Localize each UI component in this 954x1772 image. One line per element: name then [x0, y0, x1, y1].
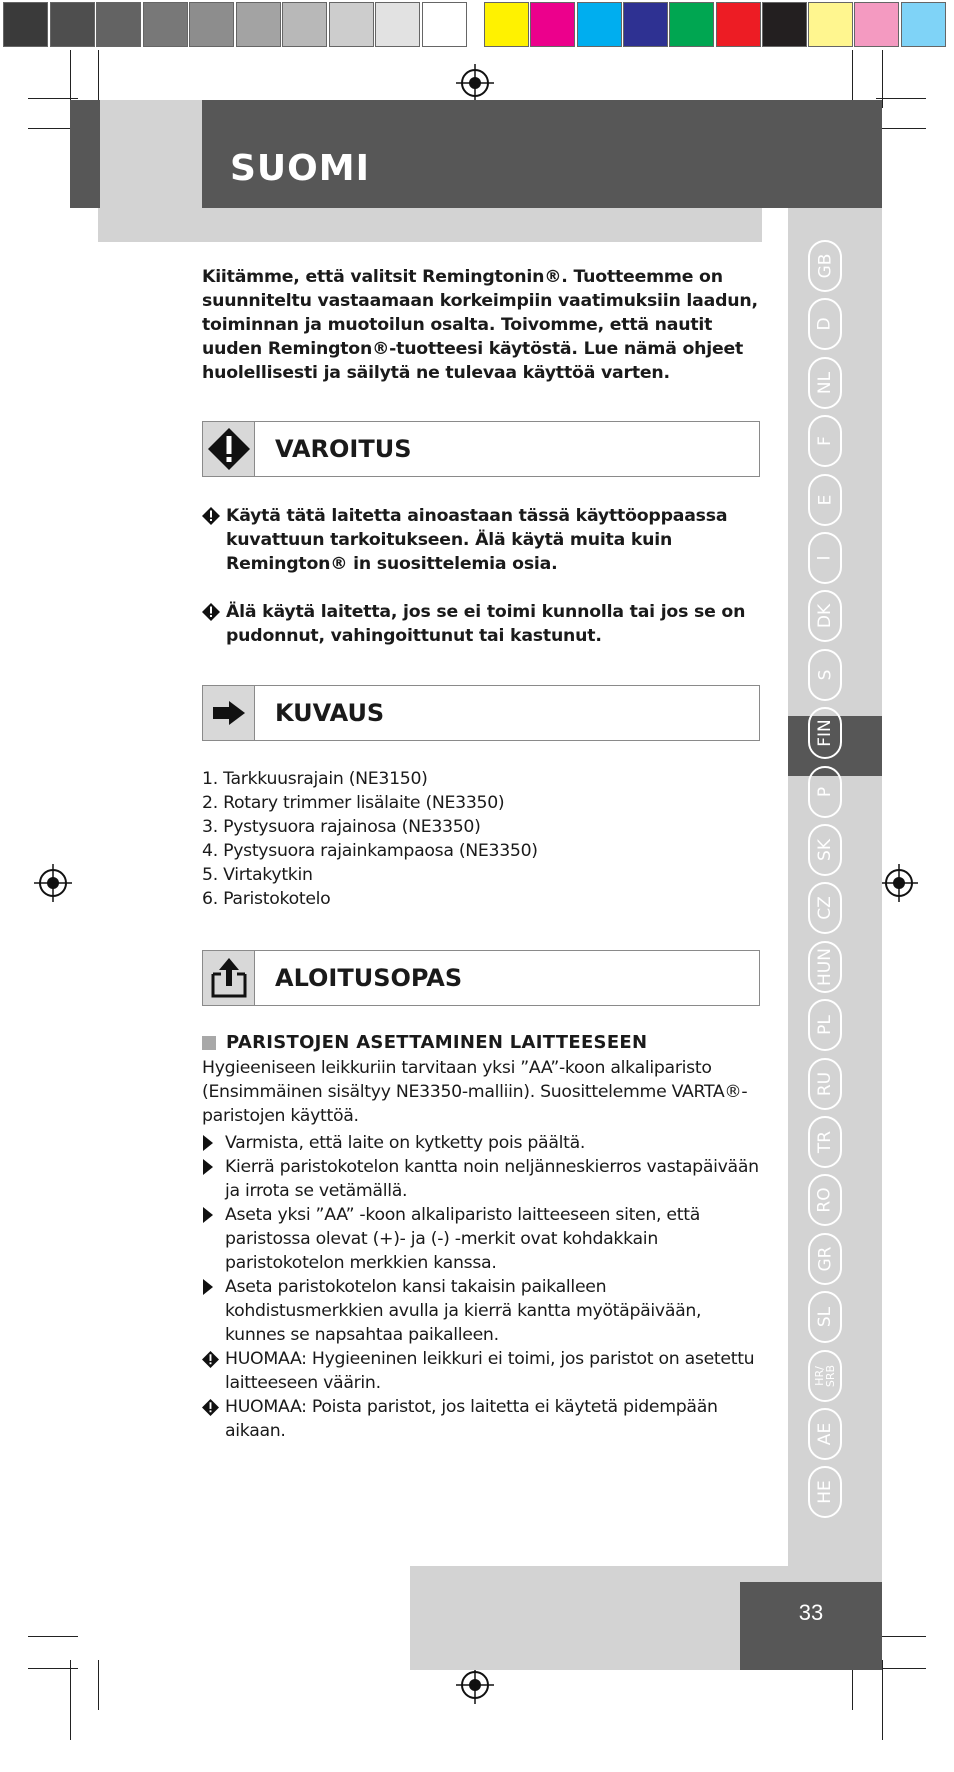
language-tab-label: RU — [814, 1071, 835, 1096]
box-arrow-up-icon — [203, 951, 255, 1005]
calibration-swatch — [530, 2, 575, 47]
language-tab-label: RO — [814, 1187, 835, 1213]
language-tab-gb[interactable] — [808, 240, 842, 292]
registration-mark-top — [456, 64, 494, 102]
calibration-swatch — [3, 2, 48, 47]
language-tab-sl[interactable] — [808, 1291, 842, 1343]
page-title: SUOMI — [230, 148, 370, 189]
calibration-swatch — [484, 2, 529, 47]
warning-diamond-icon — [202, 507, 220, 525]
language-tab-s[interactable] — [808, 649, 842, 701]
warning-diamond-icon — [202, 1399, 219, 1416]
language-tab-e[interactable] — [808, 474, 842, 526]
calibration-swatch — [808, 2, 853, 47]
language-tab-label: NL — [814, 371, 835, 394]
section-getting-started-title: ALOITUSOPAS — [275, 964, 463, 992]
battery-heading-text: PARISTOJEN ASETTAMINEN LAITTEESEEN — [226, 1032, 648, 1053]
calibration-swatch — [577, 2, 622, 47]
step-text: Varmista, että laite on kytketty pois päältä. — [225, 1133, 586, 1153]
calibration-swatch — [143, 2, 188, 47]
warning-text: Älä käytä laitetta, jos se ei toimi kunnolla tai jos se on pudonnut, vahingoittunut tai kastunut. — [226, 602, 746, 646]
calibration-swatch — [623, 2, 668, 47]
language-tab-ro[interactable] — [808, 1174, 842, 1226]
page-number: 33 — [798, 1600, 824, 1625]
parts-list — [202, 767, 762, 911]
bullet-square-icon — [202, 1036, 216, 1050]
list-item — [202, 1155, 762, 1203]
step-text: Aseta yksi ”AA” -koon alkaliparisto laitteeseen siten, että paristossa olevat (+)- ja (-) -merkit ovat kohdakkain paristokotelon merkkien kanssa. — [225, 1205, 701, 1273]
list-item — [202, 1395, 762, 1443]
language-tab-label: GR — [815, 1246, 835, 1272]
language-tab-label: HUN — [815, 947, 836, 986]
calibration-swatch — [422, 2, 467, 47]
step-text: Kierrä paristokotelon kantta noin neljänneskierros vastapäivään ja irrota se vetämällä. — [225, 1157, 759, 1201]
warning-item — [202, 600, 762, 648]
language-tab-f[interactable] — [808, 415, 842, 467]
warning-item — [202, 504, 762, 576]
triangle-bullet-icon — [202, 1207, 214, 1223]
calibration-swatch — [375, 2, 420, 47]
language-tab-label: P — [814, 786, 835, 797]
section-description-title: KUVAUS — [275, 699, 385, 727]
intro-section — [202, 265, 762, 385]
warning-diamond-icon — [202, 603, 220, 621]
triangle-bullet-icon — [202, 1279, 214, 1295]
list-item — [202, 1347, 762, 1395]
language-tab-tr[interactable] — [808, 1116, 842, 1168]
language-tab-hr-srb[interactable] — [808, 1350, 842, 1402]
triangle-bullet-icon — [202, 1135, 214, 1151]
list-item: 5. Virtakytkin — [202, 865, 313, 885]
battery-heading — [202, 1032, 647, 1053]
section-warning — [202, 421, 760, 477]
language-tab-cz[interactable] — [808, 882, 842, 934]
language-tab-label: PL — [814, 1015, 835, 1036]
calibration-swatch — [901, 2, 946, 47]
language-tab-i[interactable] — [808, 532, 842, 584]
language-tab-label: TR — [814, 1130, 835, 1154]
language-tab-sk[interactable] — [808, 824, 842, 876]
calibration-swatch — [329, 2, 374, 47]
intro-text: Kiitämme, että valitsit Remingtonin®. Tuotteemme on suunniteltu vastaamaan korkeimpiin vaatimuksiin laadun, toiminnan ja muotoilun osalta. Toivomme, että nautit uuden Remington®-tuotteesi käytöstä. Lue nämä ohjeet huolellisesti ja säilytä ne tulevaa käyttöä varten. — [202, 267, 758, 383]
note-text: HUOMAA: Poista paristot, jos laitetta ei käytetä pidempään aikaan. — [225, 1397, 718, 1441]
header-left-block — [70, 100, 100, 208]
language-tab-hun[interactable] — [808, 941, 842, 993]
battery-steps — [202, 1131, 762, 1443]
language-tab-nl[interactable] — [808, 357, 842, 409]
calibration-swatch — [716, 2, 761, 47]
warning-text: Käytä tätä laitetta ainoastaan tässä käyttöoppaassa kuvattuun tarkoitukseen. Älä käytä muita kuin Remington® in suosittelemia osia. — [226, 506, 728, 574]
calibration-swatch — [854, 2, 899, 47]
battery-intro: Hygieeniseen leikkuriin tarvitaan yksi ”AA”-koon alkaliparisto (Ensimmäinen sisältyy NE3350-malliin). Suosittelemme VARTA®-paristojen käyttöä. — [202, 1058, 748, 1126]
language-tab-label: S — [814, 669, 835, 681]
language-tab-pl[interactable] — [808, 999, 842, 1051]
list-item: 3. Pystysuora rajainosa (NE3350) — [202, 817, 481, 837]
list-item: 6. Paristokotelo — [202, 889, 331, 909]
section-warning-title: VAROITUS — [275, 435, 412, 463]
calibration-swatch — [96, 2, 141, 47]
triangle-bullet-icon — [202, 1159, 214, 1175]
list-item: 2. Rotary trimmer lisälaite (NE3350) — [202, 793, 505, 813]
language-tab-ru[interactable] — [808, 1058, 842, 1110]
registration-mark-left — [34, 864, 72, 902]
list-item — [202, 1275, 762, 1347]
calibration-swatch — [669, 2, 714, 47]
language-tab-p[interactable] — [808, 766, 842, 818]
language-tab-he[interactable] — [808, 1466, 842, 1518]
arrow-right-icon — [203, 686, 255, 740]
language-tab-label: DK — [815, 604, 835, 629]
calibration-swatch — [762, 2, 807, 47]
warning-diamond-icon — [202, 1351, 219, 1368]
language-tab-label: D — [815, 317, 835, 331]
section-description — [202, 685, 760, 741]
list-item — [202, 1131, 762, 1155]
step-text: Aseta paristokotelon kansi takaisin paikalleen kohdistusmerkkien avulla ja kierrä kantta myötäpäivään, kunnes se napsahtaa paikalleen. — [225, 1277, 702, 1345]
calibration-swatch — [236, 2, 281, 47]
language-tab-gr[interactable] — [808, 1233, 842, 1285]
language-tab-label: HE — [815, 1480, 835, 1505]
language-tab-label: I — [814, 555, 835, 561]
language-tab-label: GB — [815, 253, 835, 279]
language-tab-label: AE — [815, 1422, 835, 1446]
language-tab-label: SK — [814, 839, 835, 861]
list-item — [202, 1203, 762, 1275]
language-tab-dk[interactable] — [808, 590, 842, 642]
calibration-swatch — [50, 2, 95, 47]
language-tab-label: HR/ SRB — [812, 1364, 837, 1387]
note-text: HUOMAA: Hygieeninen leikkuri ei toimi, jos paristot on asetettu laitteeseen väärin. — [225, 1349, 755, 1393]
language-tab-label: E — [815, 494, 835, 505]
registration-mark-right — [880, 864, 918, 902]
calibration-swatch — [282, 2, 327, 47]
language-tab-d[interactable] — [808, 298, 842, 350]
language-tab-ae[interactable] — [808, 1408, 842, 1460]
language-tab-label: CZ — [815, 896, 835, 921]
registration-mark-bottom — [456, 1666, 494, 1704]
list-item: 4. Pystysuora rajainkampaosa (NE3350) — [202, 841, 538, 861]
warning-icon — [203, 422, 255, 476]
list-item: 1. Tarkkuusrajain (NE3150) — [202, 769, 428, 789]
language-tab-label: F — [815, 436, 835, 447]
calibration-swatch — [189, 2, 234, 47]
language-tab-label: FIN — [814, 719, 835, 747]
footer-dark-block — [740, 1582, 882, 1670]
language-tab-fin[interactable] — [808, 707, 842, 759]
section-getting-started — [202, 950, 760, 1006]
language-tab-label: SL — [814, 1307, 835, 1328]
